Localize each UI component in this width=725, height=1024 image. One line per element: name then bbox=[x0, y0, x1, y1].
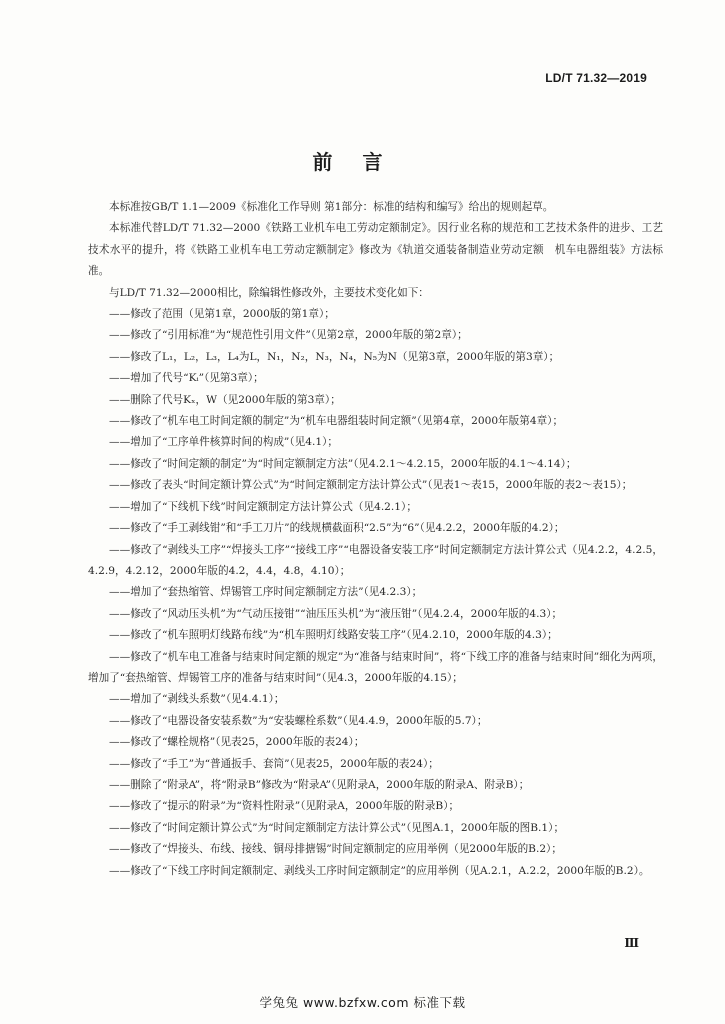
standard-code-header: LD/T 71.32—2019 bbox=[545, 71, 647, 85]
list-item: ——增加了“套热缩管、焊锡管工序时间定额制定方法”（见4.2.3）； bbox=[109, 586, 423, 599]
list-item: ——修改了“焊接头、布线、接线、铜母排搪锡”时间定额制定的应用举例（见2000年版的B.2）； bbox=[109, 843, 562, 856]
list-item: ——修改了“螺栓规格”（见表25，2000年版的表24）； bbox=[109, 736, 365, 749]
list-item: ——修改了“时间定额计算公式”为“时间定额制定方法计算公式”（见图A.1，2000年版的图B.1）； bbox=[109, 821, 565, 834]
watermark-footer: 学兔兔 www.bzfxw.com 标准下载 bbox=[259, 995, 466, 1010]
paragraph: 与LD/T 71.32—2000相比，除编辑性修改外，主要技术变化如下： bbox=[109, 286, 429, 299]
list-item: ——修改了“机车电工准备与结束时间定额的规定”为“准备与结束时间”，将“下线工序的准备与结束时间”细化为两项，增加了“套热缩管、焊锡管工序的准备与结束时间”（见4.3，2000年版的4.15）； bbox=[88, 650, 663, 684]
list-item: ——修改了表头“时间定额计算公式”为“时间定额制定方法计算公式”（见表1～表15，2000年版的表2～表15）； bbox=[109, 479, 633, 492]
list-item: ——删除了代号Kₓ，W（见2000年版的第3章）； bbox=[109, 393, 341, 406]
list-item: ——增加了代号“Kᵢ”（见第3章）； bbox=[109, 372, 264, 385]
page-number: Ⅲ bbox=[624, 936, 639, 950]
list-item: ——增加了“工序单件核算时间的构成”（见4.1）； bbox=[109, 436, 338, 449]
list-item: ——增加了“下线机下线”时间定额制定方法计算公式（见4.2.1）； bbox=[109, 500, 417, 513]
list-item: ——修改了“机车电工时间定额的制定”为“机车电器组装时间定额”（见第4章，2000年版第4章）； bbox=[109, 415, 564, 428]
list-item: ——修改了“手工剥线钳”和“手工刀片”的线规横截面积“2.5”为“6”（见4.2.2，2000年版的4.2）； bbox=[109, 522, 565, 535]
page-title: 前言 bbox=[312, 150, 413, 174]
list-item: ——修改了“提示的附录”为“资料性附录”（见附录A，2000年版的附录B）； bbox=[109, 800, 460, 813]
list-item: ——修改了L₁，L₂，L₃，L₄为L，N₁，N₂，N₃，N₄，N₅为N（见第3章，2000年版的第3章）； bbox=[109, 350, 560, 363]
list-item: ——修改了“风动压头机”为“气动压接钳”“油压压头机”为“液压钳”（见4.2.4，2000年版的4.3）； bbox=[109, 607, 563, 620]
list-item: ——增加了“剥线头系数”（见4.4.1）； bbox=[109, 693, 285, 706]
list-item: ——修改了“时间定额的制定”为“时间定额制定方法”（见4.2.1～4.2.15，2000年版的4.1～4.14）； bbox=[109, 457, 577, 470]
list-item: ——修改了“下线工序时间定额制定、剥线头工序时间定额制定”的应用举例（见A.2.1，A.2.2，2000年版的B.2）。 bbox=[109, 864, 650, 877]
list-item: ——修改了“手工”为“普通扳手、套筒”（见表25，2000年版的表24）； bbox=[109, 757, 439, 770]
list-item: ——修改了“机车照明灯线路布线”为“机车照明灯线路安装工序”（见4.2.10，2000年版的4.3）； bbox=[109, 629, 558, 642]
list-item: ——删除了“附录A”，将“附录B”修改为“附录A”（见附录A，2000年版的附录A、附录B）； bbox=[109, 778, 530, 791]
paragraph: 本标准代替LD/T 71.32—2000《铁路工业机车电工劳动定额制定》。因行业名称的规范和工艺技术条件的进步、工艺技术水平的提升，将《铁路工业机车电工劳动定额制定》修改为《轨道交通装备制造业劳动定额 机车电器组装》方法标准。 bbox=[88, 222, 663, 278]
list-item: ——修改了“电器设备安装系数”为“安装螺栓系数”（见4.4.9，2000年版的5.7）； bbox=[109, 714, 488, 727]
list-item: ——修改了“剥线头工序”“焊接头工序”“接线工序”“电器设备安装工序”时间定额制定方法计算公式（见4.2.2，4.2.5，4.2.9，4.2.12，2000年版的4.2，4.4，4.8，4.10）； bbox=[88, 543, 663, 577]
foreword-body bbox=[88, 197, 663, 882]
paragraph: 本标准按GB/T 1.1—2009《标准化工作导则 第1部分：标准的结构和编写》给出的规则起草。 bbox=[109, 201, 554, 213]
list-item: ——修改了“引用标准”为“规范性引用文件”（见第2章，2000年版的第2章）； bbox=[109, 329, 468, 342]
list-item: ——修改了范围（见第1章，2000版的第1章）； bbox=[109, 308, 335, 321]
